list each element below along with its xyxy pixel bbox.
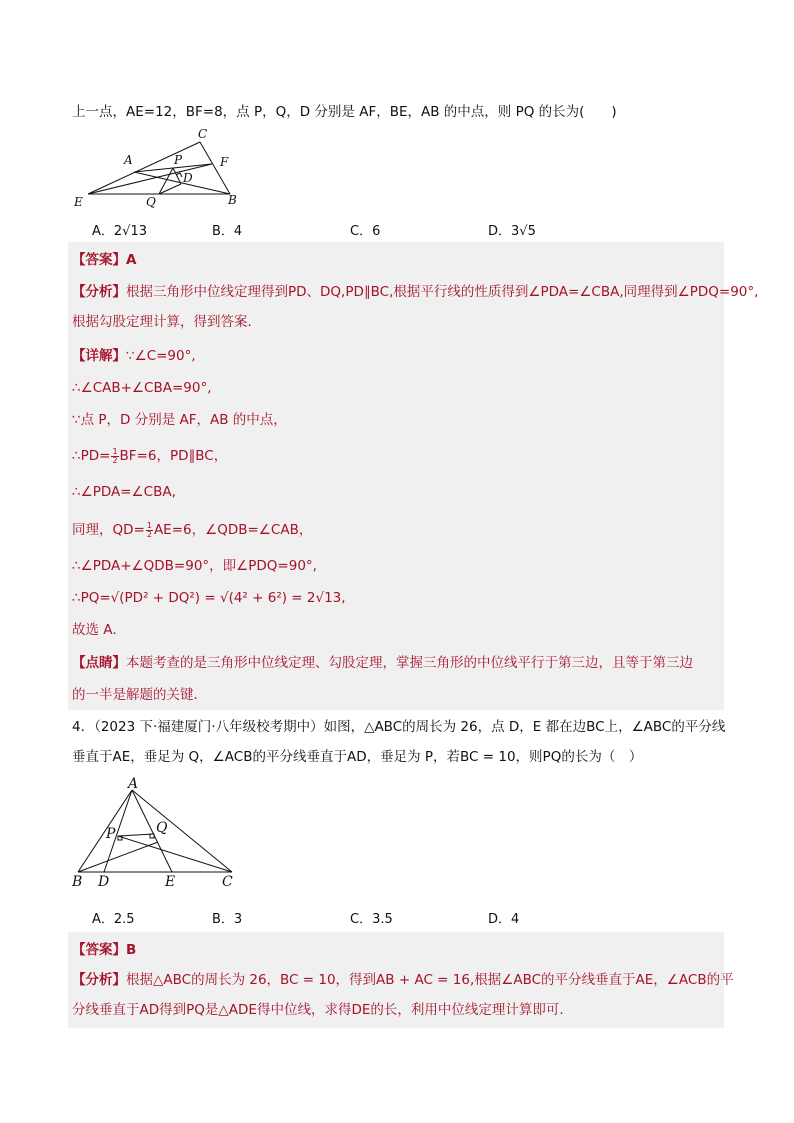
q4-label-P: P: [106, 826, 116, 842]
q3-analysis-1: 【分析】根据三角形中位线定理得到PD、DQ,PD∥BC,根据平行线的性质得到∠PDA=∠CBA,同理得到∠PDQ=90°,: [72, 284, 759, 300]
q3-label-F: F: [220, 155, 229, 169]
q3-label-A: A: [124, 153, 133, 167]
q4-label-A: A: [128, 776, 139, 792]
q3-comment-1: 【点睛】本题考查的是三角形中位线定理、勾股定理，掌握三角形的中位线平行于第三边，且等于第三边: [72, 655, 693, 671]
q4-label-B: B: [72, 874, 83, 890]
q3-label-E: E: [74, 195, 83, 209]
q3-label-B: B: [228, 193, 237, 207]
q3-detail-5: ∴∠PDA=∠CBA,: [72, 484, 176, 500]
q4-option-a: A．2.5: [92, 912, 135, 927]
q3-option-b: B．4: [212, 224, 243, 239]
q4-option-b: B．3: [212, 912, 243, 927]
q4-analysis-2: 分线垂直于AD得到PQ是△ADE得中位线，求得DE的长，利用中位线定理计算即可.: [72, 1002, 564, 1018]
q3-label-P: P: [174, 153, 183, 167]
q3-detail-6: 同理，QD= $\frac{1}{2}$ AE=6，∠QDB=∠CAB，: [72, 520, 313, 539]
q3-detail-4: ∴PD= $\frac{1}{2}$ BF=6，PD∥BC，: [72, 446, 228, 465]
q3-detail-7: ∴∠PDA+∠QDB=90°，即∠PDQ=90°,: [72, 558, 317, 574]
q3-stem: 上一点，AE=12，BF=8，点 P，Q，D 分别是 AF，BE，AB 的中点，则 PQ 的长为( ): [72, 104, 617, 120]
q3-detail-1: 【详解】∵∠C=90°,: [72, 348, 196, 364]
q3-analysis-2: 根据勾股定理计算，得到答案．: [72, 314, 261, 330]
q4-stem-1: 4．（2023 下·福建厦门·八年级校考期中）如图，△ABC的周长为 26，点 D，E 都在边BC上，∠ABC的平分线: [72, 719, 726, 735]
q3-detail-8: ∴PQ=√(PD² + DQ²) = √(4² + 6²) = 2√13,: [72, 590, 346, 606]
q3-detail-2: ∴∠CAB+∠CBA=90°,: [72, 380, 212, 396]
q4-option-c: C．3.5: [350, 912, 393, 927]
q3-answer: 【答案】A: [72, 252, 137, 268]
q3-label-D: D: [183, 171, 193, 185]
q3-comment-2: 的一半是解题的关键．: [72, 687, 207, 703]
q4-analysis-1: 【分析】根据△ABC的周长为 26，BC = 10，得到AB + AC = 16,根据∠ABC的平分线垂直于AE，∠ACB的平: [72, 972, 734, 988]
q3-option-d: D．3√5: [488, 224, 536, 239]
q4-option-d: D．4: [488, 912, 520, 927]
q3-detail-3: ∵点 P，D 分别是 AF，AB 的中点，: [72, 412, 287, 428]
q4-label-C: C: [222, 874, 233, 890]
q4-label-E: E: [165, 874, 176, 890]
q4-answer: 【答案】B: [72, 942, 137, 958]
q3-option-a: A．2√13: [92, 224, 148, 239]
q3-detail-9: 故选 A．: [72, 622, 127, 638]
q4-stem-2: 垂直于AE，垂足为 Q，∠ACB的平分线垂直于AD，垂足为 P，若BC = 10，则PQ的长为（ ）: [72, 749, 643, 765]
q3-label-Q: Q: [146, 195, 156, 209]
q4-label-Q: Q: [156, 820, 168, 836]
q3-label-C: C: [198, 127, 208, 141]
q3-figure: [70, 124, 250, 210]
q4-figure: [66, 776, 246, 892]
q4-label-D: D: [98, 874, 110, 890]
q3-option-c: C．6: [350, 224, 381, 239]
